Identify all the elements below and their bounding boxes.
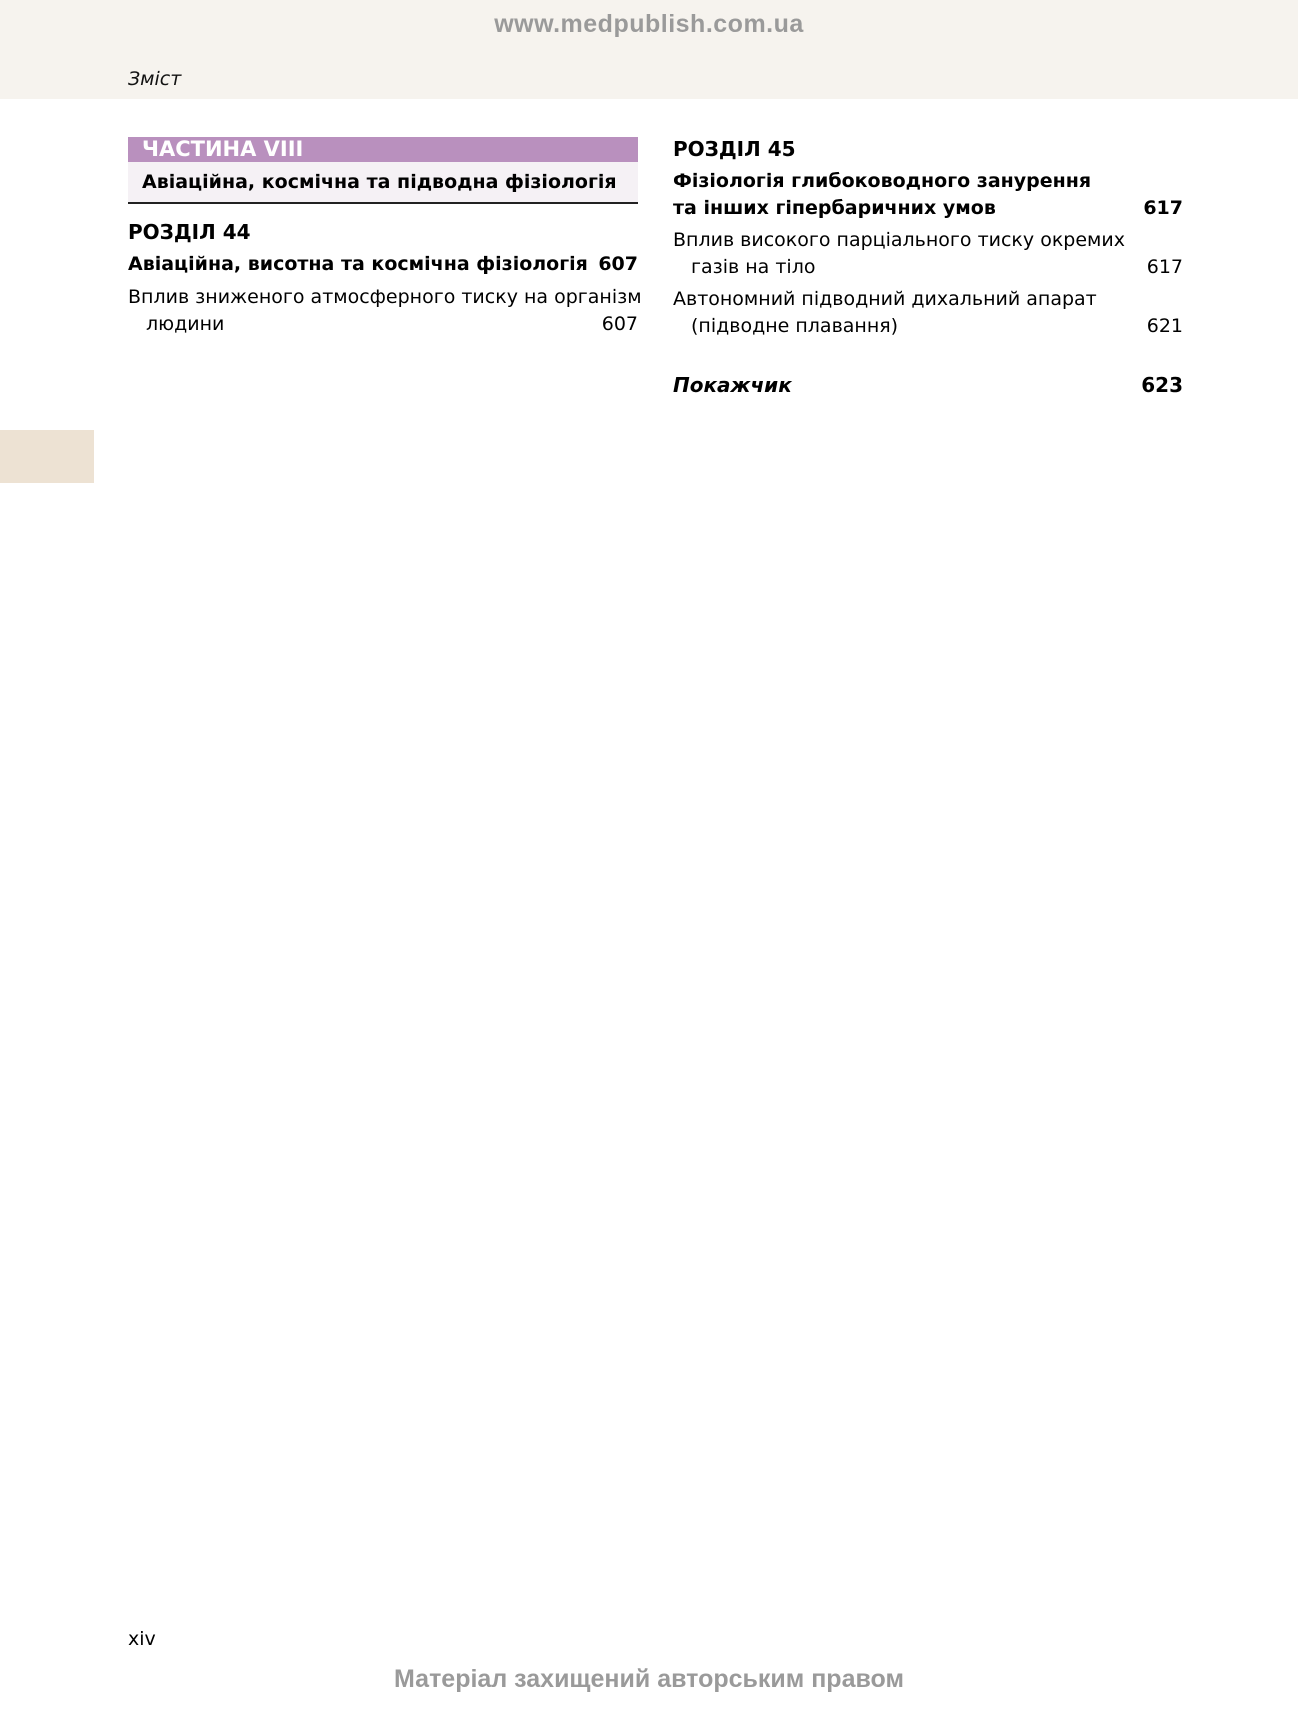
toc-right-column xyxy=(673,136,1183,399)
watermark-url: www.medpublish.com.ua xyxy=(494,10,804,38)
index-entry[interactable] xyxy=(673,372,1183,399)
part-title: Авіаційна, космічна та підводна фізіологія xyxy=(128,162,638,204)
running-head: Зміст xyxy=(128,68,182,90)
copyright-watermark: Матеріал захищений авторським правом xyxy=(394,1665,904,1693)
chapter-45-title-line1: Фізіологія глибоководного занурення xyxy=(673,170,1092,192)
toc-entry-text-line1: Вплив високого парціального тиску окремих xyxy=(673,229,1125,251)
chapter-44-page: 607 xyxy=(598,253,638,275)
chapter-45-title-entry[interactable] xyxy=(673,168,1183,222)
toc-entry-text-line2: (підводне плавання) xyxy=(691,315,899,337)
chapter-44-title: Авіаційна, висотна та космічна фізіологія xyxy=(128,253,588,275)
toc-entry-page: 607 xyxy=(601,313,638,335)
toc-left-column xyxy=(128,137,642,338)
index-label: Покажчик xyxy=(673,373,792,397)
chapter-44-title-entry[interactable] xyxy=(128,251,638,278)
chapter-44-label: РОЗДІЛ 44 xyxy=(128,220,251,244)
part-heading xyxy=(128,137,638,204)
toc-entry[interactable] xyxy=(673,286,1183,340)
toc-entry-text-line1: Автономний підводний дихальний апарат xyxy=(673,288,1097,310)
chapter-45-page: 617 xyxy=(1143,197,1183,219)
toc-entry-page: 617 xyxy=(1146,256,1183,278)
toc-entry-text-line1: Вплив зниженого атмосферного тиску на організм xyxy=(128,286,642,308)
toc-entry-page: 621 xyxy=(1146,315,1183,337)
page-number: xiv xyxy=(128,1628,156,1650)
chapter-45-title-line2: та інших гіпербаричних умов xyxy=(673,197,996,219)
toc-entry-text-line2: людини xyxy=(146,313,225,335)
toc-entry-text-line2: газів на тіло xyxy=(691,256,816,278)
part-label: ЧАСТИНА VIII xyxy=(128,137,638,162)
index-page: 623 xyxy=(1141,373,1183,397)
chapter-45-label: РОЗДІЛ 45 xyxy=(673,137,796,161)
toc-entry[interactable] xyxy=(128,284,642,338)
toc-entry[interactable] xyxy=(673,227,1183,281)
side-thumb-tab xyxy=(0,430,94,483)
